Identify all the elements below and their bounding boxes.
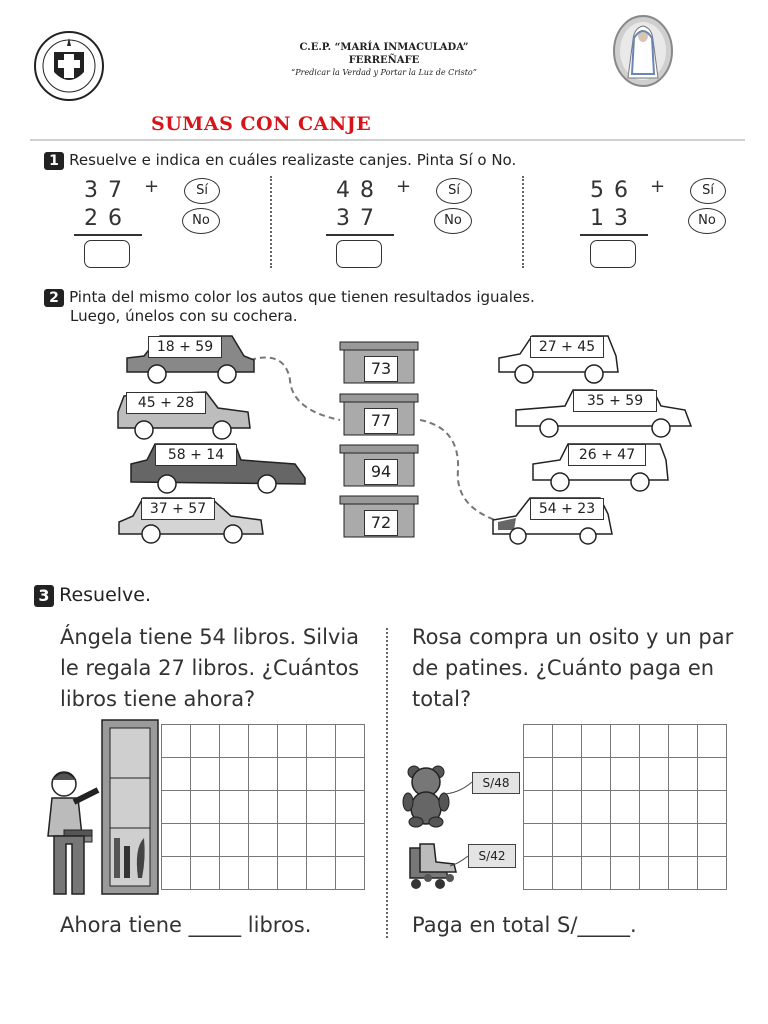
left-problem-line: Ángela tiene 54 libros. Silvia <box>60 625 360 649</box>
problem-3-top: 56 <box>590 178 638 203</box>
left-problem-line: le regala 27 libros. ¿Cuántos <box>60 656 360 680</box>
car-label: 35 + 59 <box>573 390 657 412</box>
car-icon[interactable] <box>490 494 615 546</box>
section1-number: 1 <box>44 152 64 170</box>
garage-number: 72 <box>364 510 398 536</box>
car-label: 45 + 28 <box>126 392 206 414</box>
right-answer-sentence[interactable]: Paga en total S/_____. <box>412 913 637 937</box>
garage-icon[interactable] <box>338 494 420 539</box>
garage-number: 77 <box>364 408 398 434</box>
car-label: 54 + 23 <box>530 498 604 520</box>
problem-1-plus: + <box>144 176 170 197</box>
school-city: FERREÑAFE <box>348 55 420 66</box>
teddy-price-tag: S/48 <box>472 772 520 794</box>
car-label: 18 + 59 <box>148 336 222 358</box>
garage-icon[interactable] <box>338 392 420 437</box>
car-label: 37 + 57 <box>141 498 215 520</box>
car-icon[interactable] <box>114 386 254 441</box>
left-problem-line: libros tiene ahora? <box>60 687 256 711</box>
section3-number: 3 <box>34 585 54 607</box>
teddy-bear-icon <box>402 764 450 828</box>
section2-instruction-line2: Luego, únelos con su cochera. <box>70 307 298 325</box>
problem-3-no-option[interactable]: No <box>688 208 726 234</box>
right-answer-grid[interactable] <box>523 724 727 890</box>
page-title: SUMAS CON CANJE <box>151 113 372 135</box>
car-label: 26 + 47 <box>568 444 646 466</box>
right-problem-line: Rosa compra un osito y un par <box>412 625 734 649</box>
car-icon[interactable] <box>530 440 670 492</box>
section3-instruction: Resuelve. <box>59 584 152 606</box>
right-word-problem <box>412 622 742 715</box>
section3-heading <box>34 584 151 607</box>
right-problem-line: de patines. ¿Cuánto paga en <box>412 656 715 680</box>
left-word-problem <box>60 622 380 715</box>
problem-3-yes-option[interactable]: Sí <box>690 178 726 204</box>
problem-2-yes-option[interactable]: Sí <box>436 178 472 204</box>
garage-number: 94 <box>364 459 398 485</box>
skates-price-tag: S/42 <box>468 844 516 868</box>
garage-icon[interactable] <box>338 443 420 488</box>
problem-1-no-option[interactable]: No <box>182 208 220 234</box>
school-motto: “Predicar la Verdad y Portar la Luz de Cristo” <box>291 68 477 77</box>
problem-2-top: 48 <box>336 178 384 203</box>
left-answer-sentence[interactable]: Ahora tiene _____ libros. <box>60 913 312 937</box>
problem-2-plus: + <box>396 176 422 197</box>
problem-1-bottom: 26 <box>84 206 132 231</box>
school-name: C.E.P. “MARÍA INMACULADA” <box>299 42 469 53</box>
car-icon[interactable] <box>513 386 693 438</box>
car-label: 27 + 45 <box>530 336 604 358</box>
car-label: 58 + 14 <box>155 444 237 466</box>
divider <box>386 628 388 938</box>
left-answer-grid[interactable] <box>161 724 365 890</box>
tag-string <box>448 852 470 868</box>
child-with-books-icon <box>38 718 160 896</box>
problem-3-plus: + <box>650 176 676 197</box>
car-icon[interactable] <box>496 332 621 384</box>
problem-1-top: 37 <box>84 178 132 203</box>
problem-2-no-option[interactable]: No <box>434 208 472 234</box>
garage-number: 73 <box>364 356 398 382</box>
right-problem-line: total? <box>412 687 472 711</box>
problem-2-bottom: 37 <box>336 206 384 231</box>
garage-icon[interactable] <box>338 340 420 385</box>
tag-string <box>440 776 474 796</box>
problem-1-yes-option[interactable]: Sí <box>184 178 220 204</box>
section1-instruction: Resuelve e indica en cuáles realizaste canjes. Pinta Sí o No. <box>69 151 517 169</box>
car-icon[interactable] <box>127 440 307 495</box>
car-icon[interactable] <box>115 494 265 544</box>
section2-instruction-line1: Pinta del mismo color los autos que tienen resultados iguales. <box>69 288 535 306</box>
car-icon[interactable] <box>122 330 257 385</box>
problem-3-bottom: 13 <box>590 206 638 231</box>
section2-number: 2 <box>44 289 64 307</box>
